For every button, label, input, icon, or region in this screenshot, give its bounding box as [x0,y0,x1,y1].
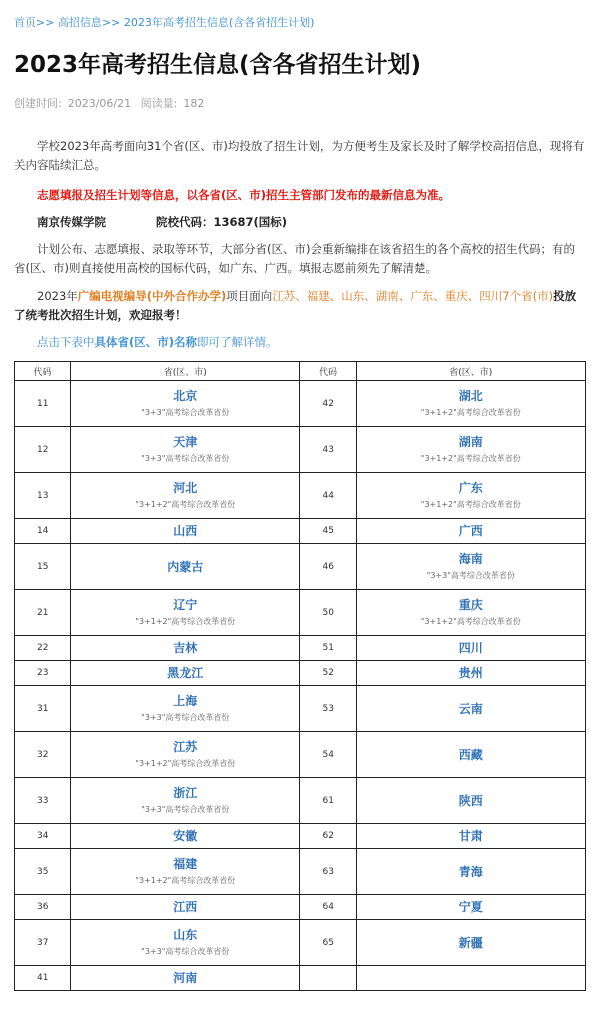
province-code: 23 [15,661,71,686]
province-cell [71,732,300,778]
province-cell [71,636,300,661]
table-row [15,920,586,966]
code-notice-paragraph: 计划公布、志愿填报、录取等环节，大部分省(区、市)会重新编排在该省招生的各个高校的招生代码；有的省(区、市)则直接使用高校的国标代码，如广东、广西。填报志愿前须先了解清楚。 [14,242,575,275]
province-cell [356,544,585,590]
school-info [14,213,586,232]
views-count: 182 [183,97,205,110]
header-code: 代码 [300,362,356,381]
breadcrumb-section-link[interactable]: 高招信息 [57,16,102,29]
province-link[interactable]: 青海 [458,864,483,879]
province-link[interactable]: 浙江 [173,786,198,800]
province-code: 32 [15,732,71,778]
province-cell [356,849,585,895]
click-hint-a: 点击下表中 [37,335,95,349]
province-code: 42 [300,381,356,427]
reform-type-label: "3+1+2"高考综合改革省份 [420,617,521,626]
province-code: 62 [300,824,356,849]
province-code: 35 [15,849,71,895]
province-link[interactable]: 江苏 [173,740,198,754]
click-hint-b: 具体省(区、市)名称 [94,335,198,349]
province-cell [71,895,300,920]
province-cell [71,590,300,636]
province-code: 63 [300,849,356,895]
province-code: 11 [15,381,71,427]
reform-type-label: "3+1+2"高考综合改革省份 [135,759,236,768]
province-code: 51 [300,636,356,661]
province-link[interactable]: 云南 [458,701,483,716]
reform-type-label: "3+1+2"高考综合改革省份 [420,454,521,463]
province-code: 44 [300,473,356,519]
province-link[interactable]: 新疆 [458,935,483,950]
program-text-b: 项目面向 [226,289,273,303]
province-link[interactable]: 海南 [458,552,483,566]
province-code: 31 [15,686,71,732]
reform-type-label: "3+3"高考综合改革省份 [141,454,230,463]
province-link[interactable]: 辽宁 [173,598,198,612]
province-link[interactable]: 甘肃 [458,829,483,843]
province-link[interactable]: 天津 [173,435,198,449]
header-code: 代码 [15,362,71,381]
province-cell [71,966,300,991]
province-link[interactable]: 陕西 [458,793,483,808]
province-cell [71,544,300,590]
province-cell [71,519,300,544]
province-code: 65 [300,920,356,966]
province-code: 64 [300,895,356,920]
intro-paragraph: 学校2023年高考面向31个省(区、市)均投放了招生计划，为方便考生及家长及时了解学校高招信息，现将有关内容陆续汇总。 [14,139,585,172]
province-cell [71,473,300,519]
province-cell [356,473,585,519]
school-code: 院校代码：13687(国标) [156,215,288,229]
province-cell [356,778,585,824]
table-row [15,473,586,519]
table-row [15,686,586,732]
province-cell [71,920,300,966]
breadcrumb-home-link[interactable]: 首页 [14,16,36,29]
province-link[interactable]: 贵州 [458,666,483,680]
province-link[interactable]: 河北 [173,481,198,495]
province-code [300,966,356,991]
header-province: 省(区、市) [356,362,585,381]
province-cell [356,519,585,544]
province-cell [356,636,585,661]
province-cell [71,686,300,732]
table-row [15,427,586,473]
province-cell [71,381,300,427]
click-hint [14,333,586,352]
province-link[interactable]: 河南 [173,971,198,985]
reform-type-label: "3+3"高考综合改革省份 [141,713,230,722]
province-code: 54 [300,732,356,778]
province-link[interactable]: 重庆 [458,598,483,612]
province-table [14,361,586,991]
program-provinces: 江苏、福建、山东、湖南、广东、重庆、四川7个省(市) [272,289,554,303]
province-link[interactable]: 广东 [458,481,483,495]
table-row [15,636,586,661]
province-link[interactable]: 湖北 [458,389,483,403]
province-link[interactable]: 上海 [173,694,198,708]
table-row [15,519,586,544]
reform-type-label: "3+3"高考综合改革省份 [141,805,230,814]
province-code: 37 [15,920,71,966]
province-link[interactable]: 湖南 [458,435,483,449]
province-link[interactable]: 宁夏 [458,900,483,914]
province-link[interactable]: 吉林 [173,641,198,655]
program-paragraph [14,287,586,325]
province-link[interactable]: 广西 [458,524,483,538]
reform-type-label: "3+1+2"高考综合改革省份 [135,500,236,509]
page-title: 2023年高考招生信息(含各省招生计划) [14,52,422,78]
province-code: 45 [300,519,356,544]
province-link[interactable]: 北京 [173,389,198,403]
reform-type-label: "3+1+2"高考综合改革省份 [420,500,521,509]
table-row [15,895,586,920]
province-code: 36 [15,895,71,920]
province-cell [356,686,585,732]
province-link[interactable]: 西藏 [458,747,483,762]
program-name: 广编电视编导(中外合作办学) [77,289,227,303]
created-label: 创建时间: [14,97,62,110]
breadcrumb [14,0,586,34]
breadcrumb-current-link[interactable]: 2023年高考招生信息(含各省招生计划) [123,16,315,29]
province-cell [356,920,585,966]
province-code: 13 [15,473,71,519]
table-header-row [15,362,586,381]
program-text-a: 2023年 [37,289,78,303]
province-code: 21 [15,590,71,636]
program-text-c: 投放了统考批次招生计划，欢迎报考！ [14,289,577,322]
province-cell [71,849,300,895]
province-cell [356,590,585,636]
reform-type-label: "3+1+2"高考综合改革省份 [420,408,521,417]
province-code: 14 [15,519,71,544]
header-province: 省(区、市) [71,362,300,381]
province-cell [356,427,585,473]
reform-type-label: "3+1+2"高考综合改革省份 [135,617,236,626]
province-link[interactable]: 内蒙古 [167,559,204,574]
table-row [15,590,586,636]
province-code: 61 [300,778,356,824]
province-cell [356,966,585,991]
views-label: 阅读量: [140,97,178,110]
province-cell [71,824,300,849]
reform-type-label: "3+3"高考综合改革省份 [141,408,230,417]
province-link[interactable]: 江西 [173,900,198,914]
reform-type-label: "3+3"高考综合改革省份 [141,947,230,956]
province-link[interactable]: 四川 [458,641,483,655]
province-link[interactable]: 山西 [173,524,198,538]
province-link[interactable]: 安徽 [173,829,198,843]
reform-type-label: "3+1+2"高考综合改革省份 [135,876,236,885]
province-link[interactable]: 山东 [173,928,198,942]
province-cell [356,732,585,778]
school-name: 南京传媒学院 [37,215,106,229]
province-code: 15 [15,544,71,590]
table-row [15,661,586,686]
province-cell [71,661,300,686]
province-cell [356,381,585,427]
province-link[interactable]: 黑龙江 [167,666,204,680]
table-row [15,544,586,590]
table-row [15,849,586,895]
province-code: 33 [15,778,71,824]
province-link[interactable]: 福建 [173,857,198,871]
article-meta [14,95,586,111]
province-code: 53 [300,686,356,732]
province-code: 50 [300,590,356,636]
created-date: 2023/06/21 [67,97,132,110]
table-row [15,824,586,849]
notice-paragraph: 志愿填报及招生计划等信息，以各省(区、市)招生主管部门发布的最新信息为准。 [37,188,451,202]
province-code: 22 [15,636,71,661]
province-cell [356,661,585,686]
table-row [15,966,586,991]
province-code: 41 [15,966,71,991]
province-code: 43 [300,427,356,473]
province-code: 34 [15,824,71,849]
table-row [15,381,586,427]
province-cell [356,895,585,920]
province-code: 12 [15,427,71,473]
province-cell [71,427,300,473]
province-code: 46 [300,544,356,590]
table-row [15,778,586,824]
breadcrumb-separator: >> [36,16,55,29]
province-cell [71,778,300,824]
province-code: 52 [300,661,356,686]
reform-type-label: "3+3"高考综合改革省份 [426,571,515,580]
province-cell [356,824,585,849]
table-row [15,732,586,778]
breadcrumb-separator: >> [101,16,121,29]
click-hint-c: 即可了解详情。 [197,335,278,349]
